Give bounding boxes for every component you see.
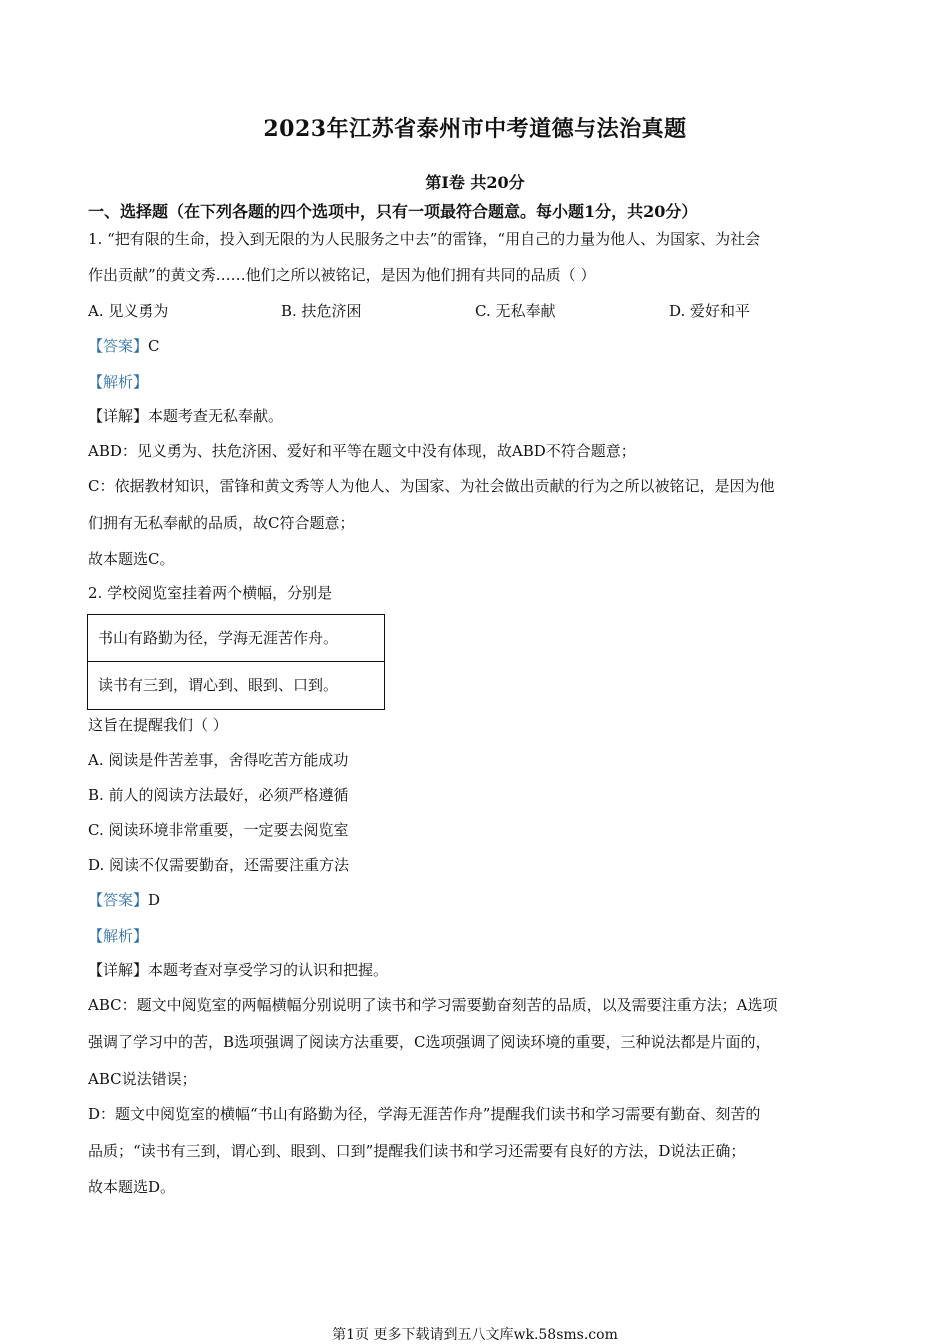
q2-detail: 【详解】本题考查对享受学习的认识和把握。 [88, 961, 389, 979]
section-heading: 一、选择题（在下列各题的四个选项中，只有一项最符合题意。每小题1分，共20分） [88, 202, 698, 221]
q1-option-b: B. 扶危济困 [281, 302, 362, 320]
q2-explain-1b: 强调了学习中的苦，B选项强调了阅读方法重要，C选项强调了阅读环境的重要，三种说法都是片面的， [88, 1033, 771, 1051]
q1-explain-2a: C：依据教材知识，雷锋和黄文秀等人为他人、为国家、为社会做出贡献的行为之所以被铭记，是因为他 [88, 477, 775, 495]
q2-stem: 2. 学校阅览室挂着两个横幅，分别是 [88, 584, 333, 602]
q2-option-b: B. 前人的阅读方法最好，必须严格遵循 [88, 786, 349, 804]
q1-stem-line-2: 作出贡献”的黄文秀……他们之所以被铭记，是因为他们拥有共同的品质（ ） [88, 266, 596, 284]
answer-value: C [148, 337, 160, 355]
q2-analysis-tag: 【解析】 [88, 927, 149, 945]
q1-detail: 【详解】本题考查无私奉献。 [88, 407, 284, 425]
page-footer: 第1页 更多下载请到五八文库wk.58sms.com [332, 1327, 618, 1343]
q2-explain-2a: D：题文中阅览室的横幅“书山有路勤为径，学海无涯苦作舟”提醒我们读书和学习需要有勤奋、刻苦的 [88, 1105, 761, 1123]
section-subtitle: 第Ⅰ卷 共20分 [425, 173, 525, 192]
q2-option-a: A. 阅读是件苦差事，舍得吃苦方能成功 [88, 751, 349, 769]
q2-option-c: C. 阅读环境非常重要，一定要去阅览室 [88, 821, 349, 839]
q1-option-c: C. 无私奉献 [475, 302, 556, 320]
q1-explain-2b: 们拥有无私奉献的品质，故C符合题意； [88, 514, 355, 532]
q1-stem-line-1: 1. “把有限的生命，投入到无限的为人民服务之中去”的雷锋，“用自己的力量为他人、为国家、为社会 [88, 230, 761, 248]
q1-answer [88, 336, 160, 356]
q1-analysis-tag: 【解析】 [88, 373, 149, 391]
banner-2: 读书有三到，谓心到、眼到、口到。 [98, 676, 339, 694]
q2-option-d: D. 阅读不仅需要勤奋，还需要注重方法 [88, 856, 350, 874]
q1-option-d: D. 爱好和平 [669, 302, 751, 320]
answer-value: D [148, 891, 161, 909]
q1-explain-1: ABD：见义勇为、扶危济困、爱好和平等在题文中没有体现，故ABD不符合题意； [88, 442, 636, 460]
q2-explain-2b: 品质；“读书有三到，谓心到、眼到、口到”提醒我们读书和学习还需要有良好的方法，D说法正确； [88, 1142, 746, 1160]
q2-explain-1a: ABC：题文中阅览室的两幅横幅分别说明了读书和学习需要勤奋刻苦的品质，以及需要注重方法；A选项 [88, 996, 778, 1014]
q2-answer [88, 890, 160, 910]
q2-conclusion: 故本题选D。 [88, 1178, 176, 1196]
banner-table [87, 614, 385, 710]
q2-explain-1c: ABC说法错误； [88, 1070, 197, 1088]
answer-tag: 【答案】 [88, 337, 149, 355]
page-title: 2023年江苏省泰州市中考道德与法治真题 [263, 116, 687, 142]
q1-option-a: A. 见义勇为 [88, 302, 169, 320]
answer-tag: 【答案】 [88, 891, 149, 909]
q1-conclusion: 故本题选C。 [88, 550, 175, 568]
banner-1: 书山有路勤为径，学海无涯苦作舟。 [88, 615, 384, 662]
q2-question: 这旨在提醒我们（ ） [88, 716, 228, 734]
